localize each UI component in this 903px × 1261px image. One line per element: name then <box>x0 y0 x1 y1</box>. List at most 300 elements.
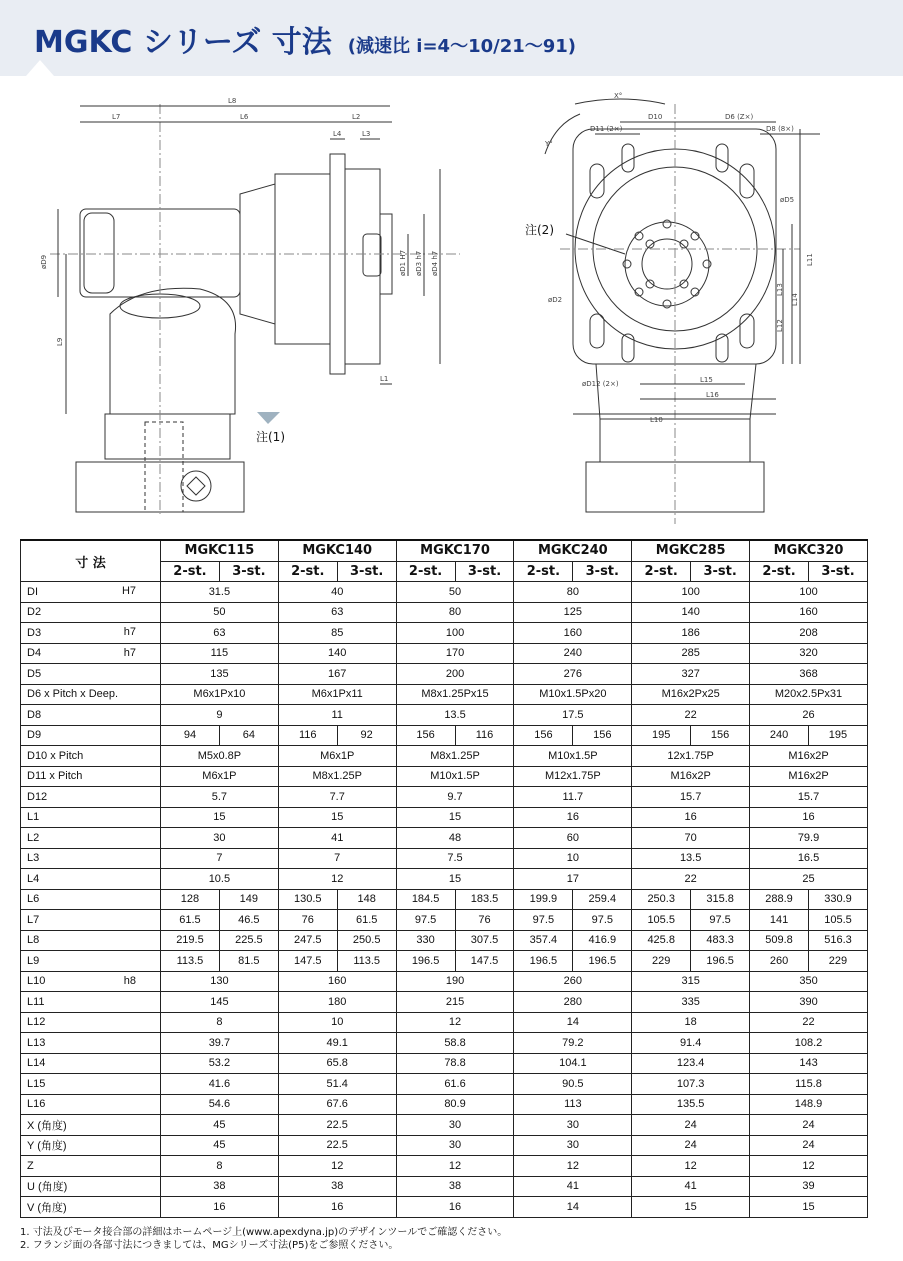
table-cell: 147.5 <box>278 951 337 972</box>
stage-header: 3-st. <box>808 561 867 582</box>
table-cell: 160 <box>750 602 868 623</box>
table-cell: 15 <box>396 807 514 828</box>
table-cell: 76 <box>455 910 514 931</box>
table-cell: M10x1.5Px20 <box>514 684 632 705</box>
table-cell: 100 <box>632 582 750 603</box>
table-cell: 15 <box>632 1197 750 1218</box>
footnotes <box>20 1226 507 1252</box>
table-cell: 24 <box>750 1115 868 1136</box>
table-cell: 81.5 <box>219 951 278 972</box>
row-label: D12 <box>27 790 48 803</box>
row-label-cell <box>21 1053 161 1074</box>
dim-L4-text: L4 <box>333 130 342 138</box>
row-label-cell <box>21 746 161 767</box>
table-cell: 229 <box>632 951 691 972</box>
row-label: D5 <box>27 667 42 680</box>
table-cell: 90.5 <box>514 1074 632 1095</box>
table-cell: 180 <box>278 992 396 1013</box>
table-cell: 104.1 <box>514 1053 632 1074</box>
table-cell: 15.7 <box>632 787 750 808</box>
row-label: Y (角度) <box>27 1140 67 1153</box>
dim-L16-text: L16 <box>706 391 719 399</box>
table-cell: 156 <box>514 725 573 746</box>
table-cell: 45 <box>161 1115 279 1136</box>
row-label-cell <box>21 1074 161 1095</box>
table-cell: 16 <box>278 1197 396 1218</box>
stage-header: 2-st. <box>750 561 809 582</box>
table-cell: 16 <box>161 1197 279 1218</box>
table-cell: 143 <box>750 1053 868 1074</box>
table-cell: 30 <box>396 1115 514 1136</box>
hidden-bore <box>145 422 183 512</box>
table-cell: 97.5 <box>396 910 455 931</box>
row-label-cell <box>21 787 161 808</box>
table-cell: 100 <box>750 582 868 603</box>
table-cell: 425.8 <box>632 930 691 951</box>
dim-L8-text: L8 <box>228 97 237 105</box>
row-label: D11 x Pitch <box>27 770 83 783</box>
table-cell: M16x2P <box>632 766 750 787</box>
table-cell: 15.7 <box>750 787 868 808</box>
table-cell: 63 <box>278 602 396 623</box>
row-label: X (角度) <box>27 1119 67 1132</box>
table-cell: 307.5 <box>455 930 514 951</box>
table-cell: 49.1 <box>278 1033 396 1054</box>
stage-header: 3-st. <box>573 561 632 582</box>
table-cell: 196.5 <box>573 951 632 972</box>
table-cell: 130 <box>161 971 279 992</box>
model-header: MGKC320 <box>750 540 868 561</box>
table-cell: M10x1.5P <box>514 746 632 767</box>
elbow-housing <box>110 288 236 414</box>
dim-D4-text: øD4 h7 <box>431 250 439 276</box>
row-label-cell <box>21 1115 161 1136</box>
table-cell: 15 <box>278 807 396 828</box>
row-label-cell <box>21 828 161 849</box>
note1-label: 注(1) <box>256 430 285 444</box>
table-row <box>21 930 868 951</box>
table-cell: M12x1.75P <box>514 766 632 787</box>
row-label: D4 <box>27 647 42 660</box>
table-cell: 9.7 <box>396 787 514 808</box>
row-label: U (角度) <box>27 1181 68 1194</box>
page-title <box>34 17 576 61</box>
table-cell: 11.7 <box>514 787 632 808</box>
table-cell: 123.4 <box>632 1053 750 1074</box>
table-cell: 250.3 <box>632 889 691 910</box>
table-cell: 12 <box>750 1156 868 1177</box>
table-cell: 416.9 <box>573 930 632 951</box>
table-cell: 79.2 <box>514 1033 632 1054</box>
row-tolerance: H7 <box>121 585 136 597</box>
table-cell: 149 <box>219 889 278 910</box>
table-cell: 24 <box>632 1115 750 1136</box>
row-label-cell <box>21 725 161 746</box>
table-cell: 24 <box>750 1135 868 1156</box>
row-label-cell <box>21 582 161 603</box>
row-label-cell <box>21 643 161 664</box>
stage-header: 3-st. <box>219 561 278 582</box>
table-cell: 115.8 <box>750 1074 868 1095</box>
output-pcd <box>625 222 709 306</box>
table-row <box>21 1074 868 1095</box>
table-cell: 8 <box>161 1156 279 1177</box>
table-cell: 195 <box>808 725 867 746</box>
table-row <box>21 951 868 972</box>
table-cell: 7 <box>278 848 396 869</box>
output-flange <box>330 154 345 374</box>
table-cell: 53.2 <box>161 1053 279 1074</box>
table-cell: 10.5 <box>161 869 279 890</box>
table-cell: 54.6 <box>161 1094 279 1115</box>
title-subtitle: (減速比 i=4〜10/21〜91) <box>347 36 577 57</box>
table-cell: M8x1.25Px15 <box>396 684 514 705</box>
row-label-cell <box>21 1012 161 1033</box>
row-label: L2 <box>27 831 40 844</box>
table-row <box>21 992 868 1013</box>
table-row <box>21 643 868 664</box>
output-bore <box>642 239 692 289</box>
table-cell: 10 <box>514 848 632 869</box>
table-cell: 190 <box>396 971 514 992</box>
table-body <box>21 582 868 1218</box>
dim-D6-text: D6 (Z×) <box>725 113 754 121</box>
model-header: MGKC115 <box>161 540 279 561</box>
table-cell: 280 <box>514 992 632 1013</box>
table-cell: 516.3 <box>808 930 867 951</box>
table-cell: 31.5 <box>161 582 279 603</box>
stage-header: 2-st. <box>396 561 455 582</box>
table-cell: 16 <box>750 807 868 828</box>
table-row <box>21 971 868 992</box>
table-cell: 30 <box>514 1135 632 1156</box>
table-row <box>21 705 868 726</box>
table-cell: M16x2P <box>750 766 868 787</box>
dim-L6-text: L6 <box>240 113 249 121</box>
table-cell: 41 <box>278 828 396 849</box>
table-cell: 250.5 <box>337 930 396 951</box>
table-cell: 105.5 <box>808 910 867 931</box>
dim-L3-text: L3 <box>362 130 371 138</box>
table-cell: 24 <box>632 1135 750 1156</box>
table-cell: M8x1.25P <box>396 746 514 767</box>
table-cell: 12x1.75P <box>632 746 750 767</box>
row-label-cell <box>21 1135 161 1156</box>
table-cell: 113 <box>514 1094 632 1115</box>
table-row <box>21 664 868 685</box>
table-cell: 195 <box>632 725 691 746</box>
table-cell: 12 <box>396 1012 514 1033</box>
table-cell: 100 <box>396 623 514 644</box>
table-cell: 240 <box>750 725 809 746</box>
dim-L1-text: L1 <box>380 375 389 383</box>
table-cell: 22 <box>632 705 750 726</box>
table-cell: 15 <box>161 807 279 828</box>
table-cell: 46.5 <box>219 910 278 931</box>
table-cell: 140 <box>632 602 750 623</box>
table-cell: M5x0.8P <box>161 746 279 767</box>
shaft-key <box>363 234 381 276</box>
stage-header: 2-st. <box>632 561 691 582</box>
table-row <box>21 1176 868 1197</box>
row-label-cell <box>21 930 161 951</box>
gear-body <box>105 414 230 459</box>
row-label: L7 <box>27 913 40 926</box>
stage-header: 2-st. <box>161 561 220 582</box>
table-cell: 170 <box>396 643 514 664</box>
dim-L10-text: L10 <box>650 416 663 424</box>
table-cell: 276 <box>514 664 632 685</box>
housing-block <box>275 174 330 344</box>
row-label-cell <box>21 623 161 644</box>
table-cell: 15 <box>396 869 514 890</box>
table-cell: 7 <box>161 848 279 869</box>
row-label-cell <box>21 1156 161 1177</box>
table-cell: 67.6 <box>278 1094 396 1115</box>
row-tolerance: h8 <box>123 974 136 987</box>
motor-adapter-end <box>84 213 114 293</box>
row-label-cell <box>21 1094 161 1115</box>
table-row <box>21 1094 868 1115</box>
table-cell: 97.5 <box>691 910 750 931</box>
row-label: L11 <box>27 995 45 1008</box>
table-cell: 18 <box>632 1012 750 1033</box>
table-cell: 7.5 <box>396 848 514 869</box>
dim-D10-text: D10 <box>648 113 663 121</box>
table-cell: 116 <box>455 725 514 746</box>
dim-L12-text: L12 <box>776 319 784 332</box>
table-cell: 64 <box>219 725 278 746</box>
table-cell: 91.4 <box>632 1033 750 1054</box>
footnote-1: 1. 寸法及びモータ接合部の詳細はホームページ上(www.apexdyna.jp)のデザインツールでご確認ください。 <box>20 1227 508 1238</box>
row-label-cell <box>21 807 161 828</box>
table-cell: 22.5 <box>278 1115 396 1136</box>
table-cell: M10x1.5P <box>396 766 514 787</box>
table-cell: 14 <box>514 1012 632 1033</box>
table-cell: 79.9 <box>750 828 868 849</box>
table-cell: 330 <box>396 930 455 951</box>
table-cell: M6x1P <box>278 746 396 767</box>
row-label: L9 <box>27 954 40 967</box>
table-cell: M6x1Px10 <box>161 684 279 705</box>
row-label-cell <box>21 869 161 890</box>
row-label-cell <box>21 705 161 726</box>
row-label: D10 x Pitch <box>27 749 84 762</box>
row-label-cell <box>21 848 161 869</box>
row-label: L3 <box>27 852 40 865</box>
row-label: L12 <box>27 1016 46 1029</box>
table-cell: 12 <box>278 1156 396 1177</box>
table-cell: 97.5 <box>573 910 632 931</box>
table-cell: 184.5 <box>396 889 455 910</box>
table-cell: 60 <box>514 828 632 849</box>
dim-X-text: X° <box>614 92 623 100</box>
table-cell: 45 <box>161 1135 279 1156</box>
table-row <box>21 1115 868 1136</box>
table-cell: 41.6 <box>161 1074 279 1095</box>
table-cell: 335 <box>632 992 750 1013</box>
model-header: MGKC285 <box>632 540 750 561</box>
row-label-cell <box>21 889 161 910</box>
stage-header: 2-st. <box>278 561 337 582</box>
table-cell: 147.5 <box>455 951 514 972</box>
table-cell: 80 <box>514 582 632 603</box>
table-row <box>21 1053 868 1074</box>
table-row <box>21 1156 868 1177</box>
table-row <box>21 725 868 746</box>
dim-Y-text: Y° <box>545 140 553 148</box>
table-cell: 51.4 <box>278 1074 396 1095</box>
row-tolerance: h7 <box>123 646 136 659</box>
row-label: D2 <box>27 606 42 619</box>
table-row <box>21 1033 868 1054</box>
table-row <box>21 602 868 623</box>
row-label: L6 <box>27 893 40 906</box>
table-cell: 115 <box>161 643 279 664</box>
table-cell: 357.4 <box>514 930 573 951</box>
table-cell: 16 <box>514 807 632 828</box>
table-cell: 390 <box>750 992 868 1013</box>
table-cell: 26 <box>750 705 868 726</box>
table-row <box>21 684 868 705</box>
table-cell: 260 <box>514 971 632 992</box>
table-cell: 15 <box>750 1197 868 1218</box>
row-label: D6 x Pitch x Deep. <box>27 688 119 701</box>
table-row <box>21 1135 868 1156</box>
table-row <box>21 1197 868 1218</box>
dim-L14-text: L14 <box>791 293 799 306</box>
bolt-hex <box>187 477 205 495</box>
table-cell: 186 <box>632 623 750 644</box>
row-label: L15 <box>27 1077 46 1090</box>
table-cell: 208 <box>750 623 868 644</box>
table-cell: 315 <box>632 971 750 992</box>
table-cell: 30 <box>161 828 279 849</box>
table-cell: 41 <box>514 1176 632 1197</box>
table-cell: 61.5 <box>337 910 396 931</box>
table-cell: 215 <box>396 992 514 1013</box>
footnote-2: 2. フランジ面の各部寸法につきましては、MGシリーズ寸法(P5)をご参照ください。 <box>20 1240 399 1251</box>
row-label-cell <box>21 766 161 787</box>
table-cell: 30 <box>514 1115 632 1136</box>
table-cell: 16 <box>632 807 750 828</box>
dim-D5-text: øD5 <box>780 196 795 204</box>
table-cell: 509.8 <box>750 930 809 951</box>
table-cell: 145 <box>161 992 279 1013</box>
row-label: D8 <box>27 708 42 721</box>
row-label: L10 <box>27 975 46 988</box>
table-cell: 247.5 <box>278 930 337 951</box>
table-cell: M6x1P <box>161 766 279 787</box>
table-row <box>21 787 868 808</box>
table-cell: 25 <box>750 869 868 890</box>
table-cell: 13.5 <box>632 848 750 869</box>
note2-label: 注(2) <box>525 223 554 237</box>
row-label-cell <box>21 684 161 705</box>
table-row <box>21 582 868 603</box>
table-cell: 5.7 <box>161 787 279 808</box>
corner-label: 寸 法 <box>21 540 161 582</box>
table-cell: 38 <box>278 1176 396 1197</box>
table-cell: 85 <box>278 623 396 644</box>
table-cell: 156 <box>396 725 455 746</box>
row-label: L1 <box>27 811 40 824</box>
table-cell: 140 <box>278 643 396 664</box>
title-main: MGKC シリーズ 寸法 <box>34 25 332 60</box>
table-cell: 483.3 <box>691 930 750 951</box>
table-cell: 259.4 <box>573 889 632 910</box>
table-cell: 61.6 <box>396 1074 514 1095</box>
row-label: DI <box>27 585 38 598</box>
table-cell: 61.5 <box>161 910 220 931</box>
table-cell: M8x1.25P <box>278 766 396 787</box>
table-cell: 22 <box>750 1012 868 1033</box>
table-cell: 97.5 <box>514 910 573 931</box>
row-label: L16 <box>27 1098 46 1111</box>
table-cell: 50 <box>161 602 279 623</box>
table-cell: 58.8 <box>396 1033 514 1054</box>
row-label: L8 <box>27 934 40 947</box>
stage-header: 2-st. <box>514 561 573 582</box>
table-cell: 160 <box>514 623 632 644</box>
table-cell: M16x2P <box>750 746 868 767</box>
note1-marker <box>257 412 280 424</box>
table-cell: 80 <box>396 602 514 623</box>
table-cell: 330.9 <box>808 889 867 910</box>
table-cell: 260 <box>750 951 809 972</box>
table-cell: 225.5 <box>219 930 278 951</box>
model-header: MGKC240 <box>514 540 632 561</box>
table-cell: 92 <box>337 725 396 746</box>
table-cell: 16.5 <box>750 848 868 869</box>
table-header <box>21 540 868 582</box>
dim-D1-text: øD1 H7 <box>399 249 407 276</box>
table-cell: 80.9 <box>396 1094 514 1115</box>
table-cell: 135 <box>161 664 279 685</box>
front-body <box>596 364 756 419</box>
table-cell: 8 <box>161 1012 279 1033</box>
table-cell: 39.7 <box>161 1033 279 1054</box>
row-label-cell <box>21 1033 161 1054</box>
stage-header: 3-st. <box>337 561 396 582</box>
row-label-cell <box>21 1176 161 1197</box>
table-cell: 13.5 <box>396 705 514 726</box>
table-cell: 199.9 <box>514 889 573 910</box>
table-row <box>21 910 868 931</box>
table-cell: 113.5 <box>161 951 220 972</box>
table-cell: 350 <box>750 971 868 992</box>
table-cell: 12 <box>514 1156 632 1177</box>
row-label: D3 <box>27 626 42 639</box>
row-label: V (角度) <box>27 1201 67 1214</box>
table-cell: 315.8 <box>691 889 750 910</box>
table-cell: 17 <box>514 869 632 890</box>
row-label-cell <box>21 602 161 623</box>
table-cell: 196.5 <box>691 951 750 972</box>
table-cell: 108.2 <box>750 1033 868 1054</box>
header-notch <box>26 60 54 76</box>
table-cell: 30 <box>396 1135 514 1156</box>
table-cell: M6x1Px11 <box>278 684 396 705</box>
row-label-cell <box>21 1197 161 1218</box>
table-cell: 368 <box>750 664 868 685</box>
table-cell: 113.5 <box>337 951 396 972</box>
table-row <box>21 869 868 890</box>
table-cell: 94 <box>161 725 220 746</box>
table-cell: 135.5 <box>632 1094 750 1115</box>
table-cell: 288.9 <box>750 889 809 910</box>
dimension-table <box>20 539 868 1218</box>
